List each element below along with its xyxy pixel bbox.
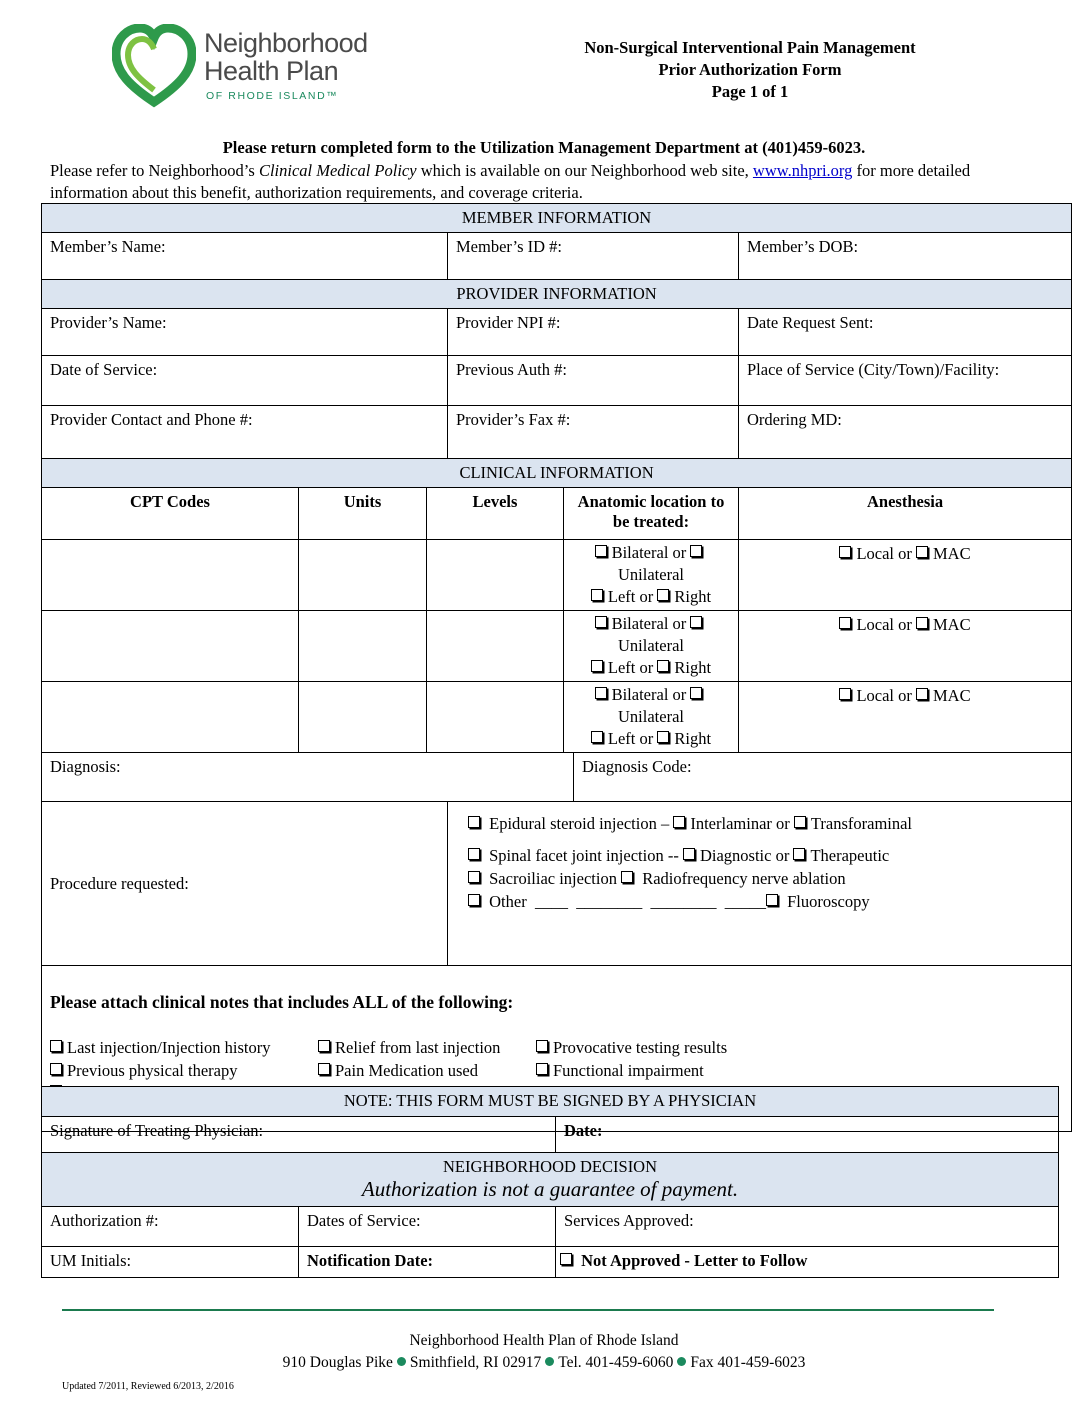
epidural-checkbox[interactable] (468, 816, 480, 828)
revision-note: Updated 7/2011, Reviewed 6/2013, 2/2016 (62, 1381, 234, 1392)
therapeutic-checkbox[interactable] (793, 848, 805, 860)
footer-org: Neighborhood Health Plan of Rhode Island (409, 1332, 679, 1349)
physician-signature-field[interactable]: Signature of Treating Physician: (42, 1117, 556, 1153)
um-initials-field[interactable]: UM Initials: (42, 1247, 299, 1278)
local-label: Local or (856, 686, 912, 705)
attach-item-label: Last injection/Injection history (67, 1038, 271, 1057)
footer-fax: Fax 401-459-6023 (690, 1354, 806, 1371)
units-header: Units (299, 488, 427, 540)
logo-text-line1: Neighborhood (204, 28, 368, 58)
other-label: Other ____ ________ ________ _____ (489, 892, 766, 911)
form-title-line2: Prior Authorization Form (658, 60, 842, 79)
logo-text-line2: Health Plan (204, 56, 339, 86)
return-instructions: Please return completed form to the Utilization Management Department at (401)459-6023. (222, 138, 866, 157)
unilateral-checkbox[interactable] (690, 545, 702, 557)
other-checkbox[interactable] (468, 894, 480, 906)
date-request-sent-field[interactable]: Date Request Sent: (739, 309, 1072, 356)
member-id-field[interactable]: Member’s ID #: (448, 233, 739, 280)
attach-item-label: Pain Medication used (335, 1060, 478, 1080)
bilateral-checkbox[interactable] (595, 545, 607, 557)
sacroiliac-checkbox[interactable] (468, 871, 480, 883)
units-cell[interactable] (299, 611, 427, 682)
right-label: Right (674, 729, 712, 748)
bilateral-label: Bilateral or (611, 543, 687, 562)
cpt-code-cell[interactable] (42, 540, 299, 611)
refer-post: for more detailed information about this benefit, authorization requirements, and coverage criteria. (50, 161, 971, 202)
cpt-codes-header: CPT Codes (42, 488, 299, 540)
left-label: Left or (607, 729, 654, 748)
bilateral-label: Bilateral or (611, 614, 687, 633)
radiofrequency-label: Radiofrequency nerve ablation (642, 869, 846, 888)
anesthesia-cell (739, 540, 1072, 611)
left-label: Left or (607, 658, 654, 677)
anesthesia-cell (739, 682, 1072, 753)
attach-checkbox[interactable] (536, 1040, 548, 1052)
attach-item-label: Relief from last injection (335, 1038, 501, 1057)
diagnosis-field[interactable]: Diagnosis: (42, 753, 574, 802)
logo-text-line3: OF RHODE ISLAND™ (206, 90, 339, 102)
heart-logo-icon (112, 24, 196, 108)
not-approved-checkbox[interactable] (560, 1253, 572, 1265)
anesthesia-cell (739, 611, 1072, 682)
right-label: Right (674, 658, 712, 677)
attach-checkbox[interactable] (318, 1063, 330, 1075)
local-label: Local or (856, 544, 912, 563)
local-checkbox[interactable] (839, 617, 851, 629)
footer-street: 910 Douglas Pike (282, 1354, 393, 1371)
therapeutic-label: Therapeutic (810, 846, 890, 865)
services-approved-field[interactable]: Services Approved: (556, 1207, 1059, 1247)
provider-fax-field[interactable]: Provider’s Fax #: (448, 406, 739, 459)
place-of-service-field[interactable]: Place of Service (City/Town)/Facility: (739, 356, 1072, 406)
provider-name-field[interactable]: Provider’s Name: (42, 309, 448, 356)
authorization-number-field[interactable]: Authorization #: (42, 1207, 299, 1247)
diagnostic-label: Diagnostic or (699, 846, 790, 865)
previous-auth-field[interactable]: Previous Auth #: (448, 356, 739, 406)
bullet-icon (545, 1357, 554, 1366)
sacroiliac-label: Sacroiliac injection (489, 869, 617, 888)
bullet-icon (677, 1357, 686, 1366)
anatomic-location-cell (564, 682, 739, 753)
diagnosis-code-field[interactable]: Diagnosis Code: (574, 753, 1072, 802)
not-approved-cell (556, 1247, 1059, 1278)
left-checkbox[interactable] (591, 731, 603, 743)
anatomic-location-header: Anatomic location to be treated: (564, 488, 739, 540)
attach-item-label: Previous physical therapy (67, 1060, 238, 1080)
anatomic-location-cell (564, 540, 739, 611)
units-cell[interactable] (299, 682, 427, 753)
attach-checkbox[interactable] (536, 1063, 548, 1075)
anesthesia-header: Anesthesia (739, 488, 1072, 540)
dates-of-service-field[interactable]: Dates of Service: (299, 1207, 556, 1247)
units-cell[interactable] (299, 540, 427, 611)
footer-city: Smithfield, RI 02917 (409, 1354, 542, 1371)
provider-section-header: PROVIDER INFORMATION (42, 280, 1072, 309)
procedure-requested-label: Procedure requested: (42, 802, 448, 966)
member-dob-field[interactable]: Member’s DOB: (739, 233, 1072, 280)
provider-contact-field[interactable]: Provider Contact and Phone #: (42, 406, 448, 459)
local-checkbox[interactable] (839, 546, 851, 558)
cpt-code-cell[interactable] (42, 611, 299, 682)
attach-checkbox[interactable] (50, 1040, 62, 1052)
cpt-code-cell[interactable] (42, 682, 299, 753)
website-link[interactable]: www.nhpri.org (752, 161, 853, 180)
unilateral-label: Unilateral (618, 636, 684, 655)
interlaminar-label: Interlaminar or (690, 814, 790, 833)
radiofrequency-checkbox[interactable] (621, 871, 633, 883)
form-title-line1: Non-Surgical Interventional Pain Management (584, 38, 916, 57)
member-name-field[interactable]: Member’s Name: (42, 233, 448, 280)
refer-pre: Please refer to Neighborhood’s (50, 161, 259, 180)
main-form-table (41, 203, 1072, 1132)
footer-divider (62, 1309, 994, 1311)
left-label: Left or (607, 587, 654, 606)
local-checkbox[interactable] (839, 688, 851, 700)
mac-label: MAC (933, 615, 971, 634)
attach-item-label: Provocative testing results (553, 1038, 728, 1057)
clinical-section-header: CLINICAL INFORMATION (42, 459, 1072, 488)
not-approved-label: Not Approved - Letter to Follow (581, 1251, 808, 1270)
levels-cell[interactable] (427, 540, 564, 611)
levels-cell[interactable] (427, 611, 564, 682)
ordering-md-field[interactable]: Ordering MD: (739, 406, 1072, 459)
facet-joint-label: Spinal facet joint injection -- (489, 846, 679, 865)
diagnostic-checkbox[interactable] (683, 848, 695, 860)
member-section-header: MEMBER INFORMATION (42, 204, 1072, 233)
transforaminal-label: Transforaminal (810, 814, 913, 833)
right-checkbox[interactable] (657, 731, 669, 743)
decision-title: NEIGHBORHOOD DECISION (442, 1157, 658, 1176)
footer-address (0, 1354, 1088, 1372)
bilateral-checkbox[interactable] (595, 616, 607, 628)
procedure-options-cell (448, 802, 1072, 966)
mac-checkbox[interactable] (916, 688, 928, 700)
signature-date-field[interactable]: Date: (556, 1117, 1059, 1153)
logo (112, 24, 412, 108)
unilateral-checkbox[interactable] (690, 616, 702, 628)
local-label: Local or (856, 615, 912, 634)
decision-header (42, 1153, 1059, 1207)
date-of-service-field[interactable]: Date of Service: (42, 356, 448, 406)
attach-checkbox[interactable] (50, 1063, 62, 1075)
decision-table (41, 1086, 1059, 1278)
refer-policy-name: Clinical Medical Policy (258, 161, 417, 180)
refer-mid: which is available on our Neighborhood web site, (416, 161, 753, 180)
page-number: Page 1 of 1 (711, 82, 789, 101)
left-checkbox[interactable] (591, 589, 603, 601)
mac-label: MAC (933, 544, 971, 563)
attach-checkbox[interactable] (318, 1040, 330, 1052)
mac-checkbox[interactable] (916, 546, 928, 558)
form-title (520, 37, 980, 103)
attach-item-label: Functional impairment (553, 1060, 704, 1080)
facet-joint-checkbox[interactable] (468, 848, 480, 860)
fluoroscopy-label: Fluoroscopy (787, 892, 870, 911)
provider-npi-field[interactable]: Provider NPI #: (448, 309, 739, 356)
levels-cell[interactable] (427, 682, 564, 753)
interlaminar-checkbox[interactable] (673, 816, 685, 828)
bullet-icon (397, 1357, 406, 1366)
epidural-label: Epidural steroid injection – (489, 814, 670, 833)
footer-tel: Tel. 401-459-6060 (558, 1354, 674, 1371)
bilateral-label: Bilateral or (611, 685, 687, 704)
right-label: Right (674, 587, 712, 606)
decision-subtitle: Authorization is not a guarantee of payment. (361, 1177, 739, 1201)
anatomic-location-cell (564, 611, 739, 682)
bilateral-checkbox[interactable] (595, 687, 607, 699)
fluoroscopy-checkbox[interactable] (766, 894, 778, 906)
unilateral-checkbox[interactable] (690, 687, 702, 699)
unilateral-label: Unilateral (618, 565, 684, 584)
physician-signature-note: NOTE: THIS FORM MUST BE SIGNED BY A PHYSICIAN (42, 1087, 1059, 1117)
right-checkbox[interactable] (657, 660, 669, 672)
mac-checkbox[interactable] (916, 617, 928, 629)
policy-reference (50, 160, 1050, 204)
attachments-heading: Please attach clinical notes that includes ALL of the following: (50, 992, 514, 1012)
transforaminal-checkbox[interactable] (794, 816, 806, 828)
notification-date-field[interactable]: Notification Date: (299, 1247, 556, 1278)
right-checkbox[interactable] (657, 589, 669, 601)
unilateral-label: Unilateral (618, 707, 684, 726)
left-checkbox[interactable] (591, 660, 603, 672)
mac-label: MAC (933, 686, 971, 705)
levels-header: Levels (427, 488, 564, 540)
